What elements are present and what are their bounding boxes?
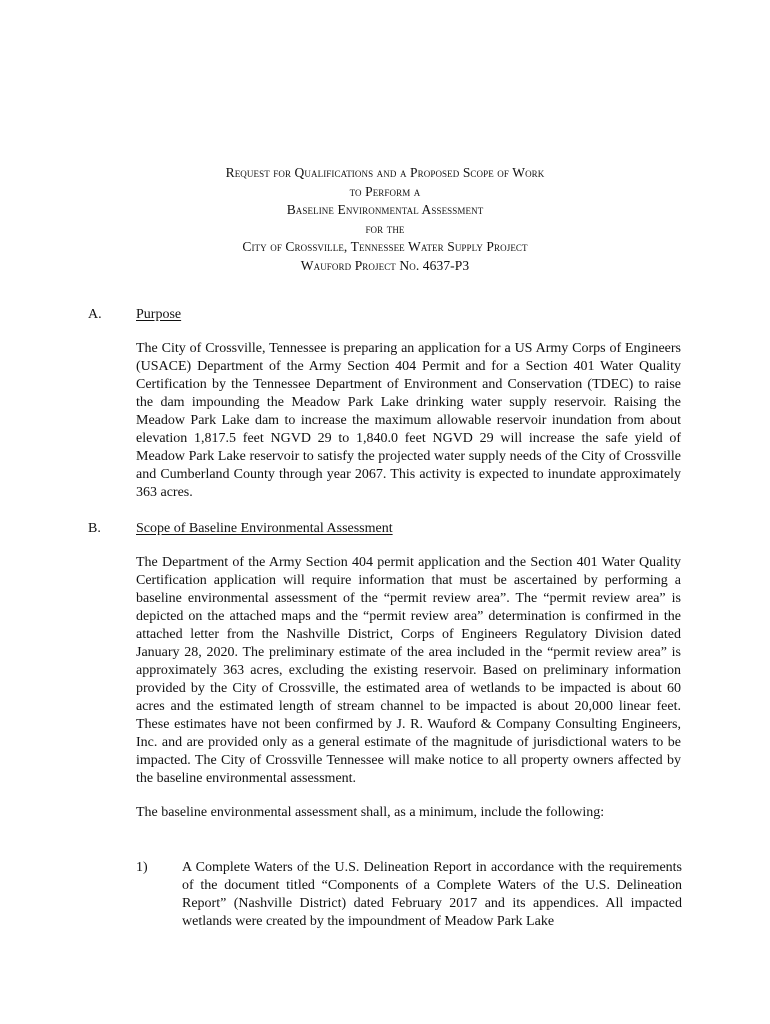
section-letter: A. <box>88 307 102 322</box>
section-letter: B. <box>88 521 101 536</box>
list-item-text: A Complete Waters of the U.S. Delineation Report in accordance with the requirements of the document titled “Components of a Complete Waters of the U.S. Delineation Report” (Nashville District) dated February 2017 and its appendices. All impacted wetlands were created by the impoundment of Meadow Park Lake <box>182 860 682 929</box>
section-purpose <box>88 306 688 516</box>
title-line: City of Crossville, Tennessee Water Supply Project <box>242 239 528 254</box>
paragraph: The baseline environmental assessment shall, as a minimum, include the following: <box>136 805 605 820</box>
section-heading <box>88 306 688 328</box>
section-title: Scope of Baseline Environmental Assessment <box>136 521 393 536</box>
section-title: Purpose <box>136 307 182 322</box>
title-line: for the <box>365 220 405 236</box>
section-scope <box>88 520 688 836</box>
section-heading <box>88 520 688 542</box>
paragraph: The Department of the Army Section 404 permit application and the Section 401 Water Quality Certification application will require information that must be ascertained by performing a baseline environmental assessment of the “permit review area”. The “permit review area” is depicted on the attached maps and the “permit review area” determination is confirmed in the attached letter from the Nashville District, Corps of Engineers Regulatory Division dated January 28, 2020. The preliminary estimate of the area included in the “permit review area” is approximately 363 acres, excluding the existing reservoir. Based on preliminary information provided by the City of Crossville, the estimated area of wetlands to be impacted is about 60 acres and the estimated length of stream channel to be impacted is about 20,000 linear feet. These estimates have not been confirmed by J. R. Wauford & Company Consulting Engineers, Inc. and are provided only as a general estimate of the magnitude of jurisdictional waters to be impacted. The City of Crossville Tennessee will make notice to all property owners affected by the baseline environmental assessment. <box>136 555 681 786</box>
list-item-number: 1) <box>136 860 148 875</box>
paragraph: The City of Crossville, Tennessee is preparing an application for a US Army Corps of Engineers (USACE) Department of the Army Section 404 Permit and for a Section 401 Water Quality Certification by the Tennessee Department of Environment and Conservation (TDEC) to raise the dam impounding the Meadow Park Lake drinking water supply reservoir. Raising the Meadow Park Lake dam to increase the maximum allowable reservoir inundation from about elevation 1,817.5 feet NGVD 29 to 1,840.0 feet NGVD 29 will increase the safe yield of Meadow Park Lake reservoir to satisfy the projected water supply needs of the City of Crossville and Cumberland County through year 2067. This activity is expected to inundate approximately 363 acres. <box>136 341 681 500</box>
title-line: to Perform a <box>349 183 421 199</box>
title-line: Baseline Environmental Assessment <box>286 202 484 217</box>
list-item <box>136 859 682 931</box>
title-line: Request for Qualifications and a Proposed Scope of Work <box>225 165 545 180</box>
title-line: Wauford Project No. 4637-P3 <box>300 257 470 273</box>
document-title-block <box>0 164 770 275</box>
